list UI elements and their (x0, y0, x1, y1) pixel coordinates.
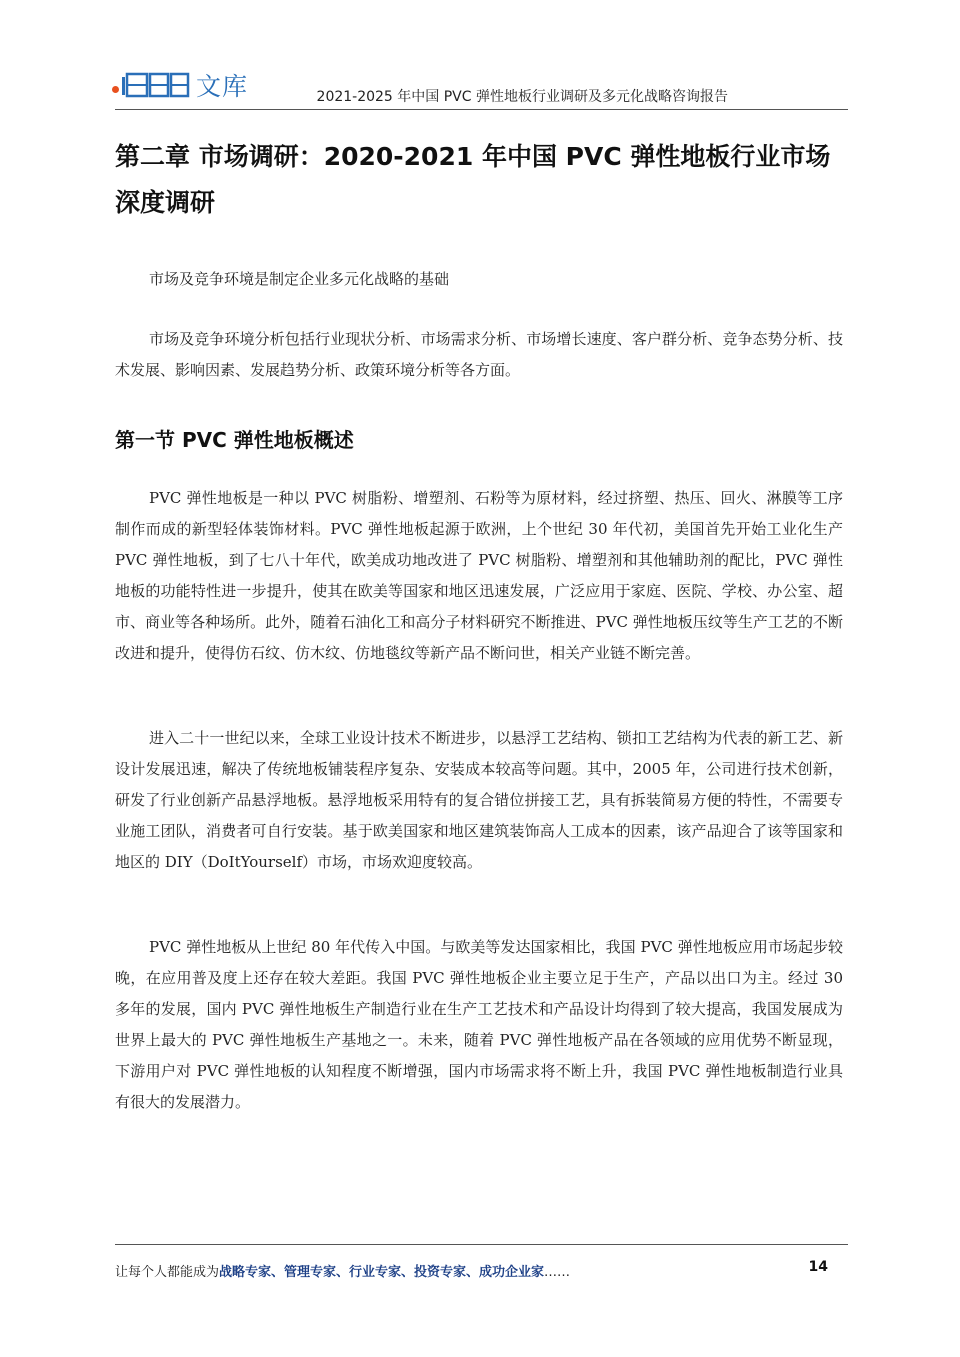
body-paragraph-2: 进入二十一世纪以来，全球工业设计技术不断进步，以悬浮工艺结构、锁扣工艺结构为代表的新工艺、新设计发展迅速，解决了传统地板铺装程序复杂、安装成本较高等问题。其中，2005 年，公司进行技术创新，研发了行业创新产品悬浮地板。悬浮地板采用特有的复合错位拼接工艺，具有拆装简易方便的特性，不需要专业施工团队，消费者可自行安装。基于欧美国家和地区建筑装饰高人工成本的因素，该产品迎合了该等国家和地区的 DIY（DoItYourself）市场，市场欢迎度较高。 (115, 729, 843, 871)
logo-dot-icon (112, 86, 119, 93)
header-divider (115, 109, 848, 110)
footer-slogan-highlight: 战略专家、管理专家、行业专家、投资专家、成功企业家 (219, 1265, 545, 1280)
footer-divider (115, 1244, 848, 1245)
logo-mark-icon (122, 72, 190, 98)
intro-paragraph-1: 市场及竞争环境是制定企业多元化战略的基础 (149, 270, 450, 288)
logo-text: 文库 (196, 72, 249, 101)
section-title: 第一节 PVC 弹性地板概述 (115, 428, 354, 452)
body-paragraph-3: PVC 弹性地板从上世纪 80 年代传入中国。与欧美等发达国家相比，我国 PVC 弹性地板应用市场起步较晚，在应用普及度上还存在较大差距。我国 PVC 弹性地板企业主要立足于生产，产品以出口为主。经过 30 多年的发展，国内 PVC 弹性地板生产制造行业在生产工艺技术和产品设计均得到了较大提高，我国发展成为世界上最大的 PVC 弹性地板生产基地之一。未来，随着 PVC 弹性地板产品在各领域的应用优势不断显现，下游用户对 PVC 弹性地板的认知程度不断增强，国内市场需求将不断上升，我国 PVC 弹性地板制造行业具有很大的发展潜力。 (115, 938, 843, 1111)
chapter-title: 第二章 市场调研：2020-2021 年中国 PVC 弹性地板行业市场深度调研 (115, 142, 831, 217)
body-paragraph-1: PVC 弹性地板是一种以 PVC 树脂粉、增塑剂、石粉等为原材料，经过挤塑、热压、回火、淋膜等工序制作而成的新型轻体装饰材料。PVC 弹性地板起源于欧洲，上个世纪 30 年代初，美国首先开始工业化生产 PVC 弹性地板，到了七八十年代，欧美成功地改进了 PVC 树脂粉、增塑剂和其他辅助剂的配比，PVC 弹性地板的功能特性进一步提升，使其在欧美等国家和地区迅速发展，广泛应用于家庭、医院、学校、办公室、超市、商业等各种场所。此外，随着石油化工和高分子材料研究不断推进、PVC 弹性地板压纹等生产工艺的不断改进和提升，使得仿石纹、仿木纹、仿地毯纹等新产品不断问世，相关产业链不断完善。 (115, 489, 843, 662)
brand-logo (112, 70, 248, 100)
footer-slogan-trail: …… (544, 1265, 571, 1280)
page-number: 14 (808, 1259, 828, 1275)
running-title: 2021-2025 年中国 PVC 弹性地板行业调研及多元化战略咨询报告 (316, 89, 728, 105)
footer-slogan-lead: 让每个人都能成为 (115, 1265, 220, 1280)
footer-slogan (115, 1261, 570, 1280)
intro-paragraph-2: 市场及竞争环境分析包括行业现状分析、市场需求分析、市场增长速度、客户群分析、竞争态势分析、技术发展、影响因素、发展趋势分析、政策环境分析等各方面。 (115, 330, 843, 379)
